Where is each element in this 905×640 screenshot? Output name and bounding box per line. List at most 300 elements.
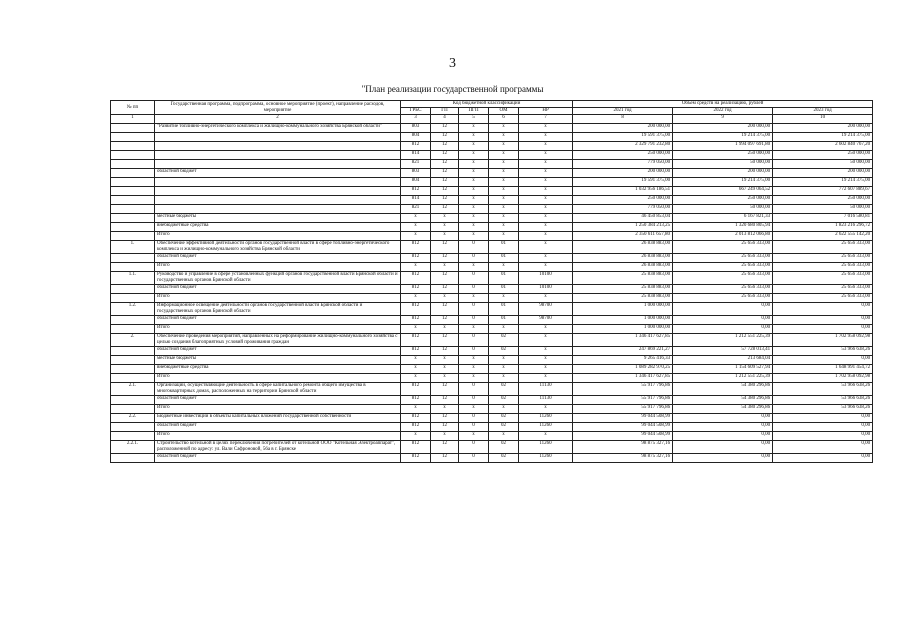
om-cell: 02 — [489, 396, 519, 405]
amount-2022: 25 656 333,00 — [673, 272, 773, 285]
amount-2021: 1 000 000,00 — [573, 316, 673, 325]
amount-2023: 19 214 375,00 — [773, 133, 873, 142]
grbs-cell: 812 — [401, 334, 431, 347]
gp-cell: х — [431, 214, 459, 223]
amount-2023: 0,00 — [773, 454, 873, 463]
gp-cell: х — [431, 405, 459, 414]
om-cell: 02 — [489, 454, 519, 463]
col-number: 2 — [155, 115, 401, 124]
row-name: областной бюджет — [155, 347, 401, 356]
om-cell: 02 — [489, 441, 519, 454]
amount-2023: 50 000,00 — [773, 205, 873, 214]
gp-cell: х — [431, 223, 459, 232]
nr-cell: 11260 — [519, 423, 573, 432]
amount-2022: 0,00 — [673, 423, 773, 432]
amount-2021: 25 838 883,00 — [573, 294, 673, 303]
row-number: 1.2. — [111, 303, 155, 316]
grbs-cell: 812 — [401, 187, 431, 196]
row-number — [111, 285, 155, 294]
om-cell: х — [489, 151, 519, 160]
row-number — [111, 151, 155, 160]
row-name: Бюджетные инвестиции в объекты капитальных вложений государственной собственности — [155, 414, 401, 423]
table-row — [111, 454, 873, 463]
row-number — [111, 356, 155, 365]
pgp-cell: 0 — [459, 316, 489, 325]
table-row — [111, 151, 873, 160]
amount-2022: 0,00 — [673, 454, 773, 463]
col-number: 9 — [673, 115, 773, 124]
col-number: 7 — [519, 115, 573, 124]
row-number: 2.2. — [111, 414, 155, 423]
grbs-cell: 814 — [401, 151, 431, 160]
gp-cell: 12 — [431, 441, 459, 454]
nr-cell: х — [519, 374, 573, 383]
grbs-cell: х — [401, 374, 431, 383]
amount-2021: 26 838 883,00 — [573, 241, 673, 254]
amount-2021: 1 346 417 627,85 — [573, 334, 673, 347]
row-number — [111, 214, 155, 223]
amount-2021: 19 591 375,00 — [573, 133, 673, 142]
nr-cell: х — [519, 196, 573, 205]
amount-2023: 53 966 638,26 — [773, 396, 873, 405]
header-om: ОМ — [489, 108, 519, 115]
gp-cell: 12 — [431, 383, 459, 396]
nr-cell: х — [519, 294, 573, 303]
amount-2023: 7 016 580,81 — [773, 214, 873, 223]
gp-cell: 12 — [431, 169, 459, 178]
gp-cell: 12 — [431, 316, 459, 325]
program-plan-table — [110, 100, 873, 463]
om-cell: 01 — [489, 285, 519, 294]
grbs-cell: 804 — [401, 133, 431, 142]
pgp-cell: х — [459, 432, 489, 441]
gp-cell: 12 — [431, 454, 459, 463]
grbs-cell: х — [401, 365, 431, 374]
grbs-cell: х — [401, 223, 431, 232]
row-number — [111, 178, 155, 187]
om-cell: х — [489, 232, 519, 241]
amount-2023: 200 000,00 — [773, 169, 873, 178]
nr-cell: х — [519, 365, 573, 374]
om-cell: х — [489, 356, 519, 365]
om-cell: х — [489, 294, 519, 303]
amount-2021: 25 838 883,00 — [573, 285, 673, 294]
row-number — [111, 196, 155, 205]
gp-cell: 12 — [431, 187, 459, 196]
amount-2023: 0,00 — [773, 414, 873, 423]
gp-cell: 12 — [431, 160, 459, 169]
amount-2022: 19 214 375,00 — [673, 178, 773, 187]
nr-cell: х — [519, 405, 573, 414]
col-number: 8 — [573, 115, 673, 124]
header-budget-code: Код бюджетной классификации — [401, 101, 573, 108]
table-row — [111, 124, 873, 133]
row-number: 1.1. — [111, 272, 155, 285]
amount-2022: 667 249 064,52 — [673, 187, 773, 196]
table-row — [111, 356, 873, 365]
amount-2023: 25 656 333,00 — [773, 241, 873, 254]
pgp-cell: х — [459, 133, 489, 142]
table-row — [111, 214, 873, 223]
om-cell: х — [489, 124, 519, 133]
grbs-cell: 812 — [401, 241, 431, 254]
amount-2023: 25 656 333,00 — [773, 263, 873, 272]
gp-cell: 12 — [431, 334, 459, 347]
table-row — [111, 272, 873, 285]
grbs-cell: х — [401, 294, 431, 303]
row-name: Итого — [155, 232, 401, 241]
pgp-cell: х — [459, 205, 489, 214]
amount-2022: 0,00 — [673, 432, 773, 441]
row-number — [111, 124, 155, 133]
nr-cell: 11130 — [519, 396, 573, 405]
amount-2023: 25 656 333,00 — [773, 294, 873, 303]
row-number — [111, 374, 155, 383]
grbs-cell: 803 — [401, 124, 431, 133]
amount-2021: 26 838 883,00 — [573, 254, 673, 263]
om-cell: 02 — [489, 423, 519, 432]
nr-cell: 11130 — [519, 383, 573, 396]
table-row — [111, 365, 873, 374]
gp-cell: 12 — [431, 241, 459, 254]
row-number — [111, 365, 155, 374]
grbs-cell: х — [401, 263, 431, 272]
row-name — [155, 178, 401, 187]
amount-2022: 1 154 609 527,94 — [673, 365, 773, 374]
grbs-cell: 804 — [401, 178, 431, 187]
table-row — [111, 432, 873, 441]
om-cell: 02 — [489, 334, 519, 347]
row-number: 2. — [111, 334, 155, 347]
nr-cell: х — [519, 169, 573, 178]
row-number — [111, 454, 155, 463]
amount-2022: 1 212 551 225,39 — [673, 374, 773, 383]
om-cell: х — [489, 325, 519, 334]
row-name — [155, 187, 401, 196]
col-number: 5 — [459, 115, 489, 124]
om-cell: х — [489, 365, 519, 374]
nr-cell: х — [519, 178, 573, 187]
pgp-cell: х — [459, 356, 489, 365]
amount-2021: 250 000,00 — [573, 151, 673, 160]
pgp-cell: х — [459, 151, 489, 160]
amount-2022: 50 000,00 — [673, 205, 773, 214]
table-row — [111, 316, 873, 325]
amount-2023: 25 656 333,00 — [773, 272, 873, 285]
amount-2023: 2 602 840 767,20 — [773, 142, 873, 151]
amount-2023: 25 656 333,00 — [773, 285, 873, 294]
nr-cell: х — [519, 241, 573, 254]
header-no: № пп — [111, 101, 155, 115]
amount-2023: 53 966 638,26 — [773, 347, 873, 356]
pgp-cell: х — [459, 142, 489, 151]
grbs-cell: 821 — [401, 160, 431, 169]
row-name: Итого — [155, 294, 401, 303]
table-row — [111, 241, 873, 254]
amount-2023: 1 648 991 454,72 — [773, 365, 873, 374]
pgp-cell: х — [459, 223, 489, 232]
gp-cell: 12 — [431, 151, 459, 160]
row-name: областной бюджет — [155, 169, 401, 178]
pgp-cell: х — [459, 325, 489, 334]
gp-cell: х — [431, 232, 459, 241]
gp-cell: 12 — [431, 423, 459, 432]
nr-cell: х — [519, 432, 573, 441]
pgp-cell: х — [459, 214, 489, 223]
amount-2023: 772 607 889,67 — [773, 187, 873, 196]
amount-2022: 25 656 333,00 — [673, 241, 773, 254]
table-row — [111, 169, 873, 178]
amount-2022: 0,00 — [673, 316, 773, 325]
amount-2023: 0,00 — [773, 432, 873, 441]
amount-2023: 53 966 638,26 — [773, 383, 873, 396]
row-number — [111, 142, 155, 151]
amount-2023: 0,00 — [773, 316, 873, 325]
grbs-cell: 812 — [401, 347, 431, 356]
row-name: областной бюджет — [155, 254, 401, 263]
pgp-cell: х — [459, 169, 489, 178]
amount-2022: 200 000,00 — [673, 124, 773, 133]
amount-2021: 55 917 796,86 — [573, 383, 673, 396]
row-name: Строительство котельной в целях переключения потребителей от котельной ООО "Котельная Электроаппарат", расположенной по адресу: ул. Вали Сафроновой, 56а в г. Брянске — [155, 441, 401, 454]
row-name — [155, 205, 401, 214]
amount-2021: 55 917 796,86 — [573, 405, 673, 414]
gp-cell: х — [431, 263, 459, 272]
pgp-cell: х — [459, 294, 489, 303]
gp-cell: х — [431, 432, 459, 441]
amount-2021: 1 000 000,00 — [573, 303, 673, 316]
row-name — [155, 133, 401, 142]
om-cell: 01 — [489, 241, 519, 254]
header-grbs: ГРБС — [401, 108, 431, 115]
col-number: 3 — [401, 115, 431, 124]
pgp-cell: 0 — [459, 303, 489, 316]
amount-2021: 46 450 853,04 — [573, 214, 673, 223]
grbs-cell: 812 — [401, 254, 431, 263]
row-name: Итого — [155, 374, 401, 383]
amount-2022: 250 000,00 — [673, 196, 773, 205]
row-name: внебюджетные средства — [155, 223, 401, 232]
om-cell: 01 — [489, 272, 519, 285]
pgp-cell: 0 — [459, 347, 489, 356]
grbs-cell: 814 — [401, 196, 431, 205]
table-row — [111, 303, 873, 316]
amount-2022: 6 167 821,33 — [673, 214, 773, 223]
page-number: 3 — [449, 56, 456, 71]
table-row — [111, 133, 873, 142]
amount-2021: 9 265 416,33 — [573, 356, 673, 365]
row-number: 2.2.1. — [111, 441, 155, 454]
amount-2023: 2 622 555 142,20 — [773, 232, 873, 241]
nr-cell: 10100 — [519, 272, 573, 285]
grbs-cell: 812 — [401, 142, 431, 151]
gp-cell: 12 — [431, 142, 459, 151]
pgp-cell: 0 — [459, 241, 489, 254]
amount-2021: 55 917 796,86 — [573, 396, 673, 405]
amount-2021: 25 838 883,00 — [573, 272, 673, 285]
header-year-2021: 2021 год — [573, 108, 673, 115]
document-title: "План реализации государственной программы — [361, 84, 544, 94]
table-row — [111, 347, 873, 356]
amount-2021: 1 250 384 213,25 — [573, 223, 673, 232]
gp-cell: х — [431, 374, 459, 383]
amount-2023: 0,00 — [773, 325, 873, 334]
table-row — [111, 325, 873, 334]
row-name: "Развитие топливно-энергетического комплекса и жилищно-коммунального хозяйства Брянской области" — [155, 124, 401, 133]
row-name: Итого — [155, 263, 401, 272]
nr-cell: х — [519, 151, 573, 160]
table-row — [111, 196, 873, 205]
amount-2022: 25 656 333,00 — [673, 263, 773, 272]
pgp-cell: х — [459, 232, 489, 241]
table-row — [111, 232, 873, 241]
grbs-cell: х — [401, 214, 431, 223]
table-row — [111, 285, 873, 294]
amount-2021: 200 000,00 — [573, 124, 673, 133]
pgp-cell: 0 — [459, 383, 489, 396]
amount-2022: 213 684,04 — [673, 356, 773, 365]
nr-cell: х — [519, 347, 573, 356]
om-cell: х — [489, 263, 519, 272]
header-funding: Объем средств на реализацию, рублей — [573, 101, 873, 108]
gp-cell: 12 — [431, 347, 459, 356]
amount-2023: 200 000,00 — [773, 124, 873, 133]
amount-2021: 26 838 883,00 — [573, 263, 673, 272]
amount-2022: 54 380 296,86 — [673, 383, 773, 396]
amount-2021: 1 032 956 186,51 — [573, 187, 673, 196]
gp-cell: 12 — [431, 303, 459, 316]
grbs-cell: х — [401, 432, 431, 441]
amount-2022: 54 380 296,86 — [673, 405, 773, 414]
gp-cell: 12 — [431, 254, 459, 263]
header-gp: ГП — [431, 108, 459, 115]
pgp-cell: х — [459, 187, 489, 196]
nr-cell: х — [519, 232, 573, 241]
amount-2022: 57 728 013,41 — [673, 347, 773, 356]
amount-2023: 250 000,00 — [773, 151, 873, 160]
amount-2022: 0,00 — [673, 325, 773, 334]
table-row — [111, 254, 873, 263]
nr-cell: х — [519, 356, 573, 365]
nr-cell: 98700 — [519, 303, 573, 316]
om-cell: х — [489, 178, 519, 187]
om-cell: х — [489, 432, 519, 441]
amount-2021: 19 591 375,00 — [573, 178, 673, 187]
row-number — [111, 160, 155, 169]
amount-2021: 1 000 000,00 — [573, 325, 673, 334]
om-cell: 02 — [489, 347, 519, 356]
om-cell: 01 — [489, 316, 519, 325]
nr-cell: х — [519, 223, 573, 232]
pgp-cell: 0 — [459, 334, 489, 347]
table-row — [111, 178, 873, 187]
table-body — [111, 115, 873, 463]
gp-cell: х — [431, 294, 459, 303]
table-row — [111, 263, 873, 272]
row-name: Обеспечение проведения мероприятий, направленных на реформирование жилищно-коммунального хозяйства с целью создания благоприятных условий проживания граждан — [155, 334, 401, 347]
amount-2022: 0,00 — [673, 414, 773, 423]
nr-cell: х — [519, 187, 573, 196]
row-number — [111, 232, 155, 241]
grbs-cell: х — [401, 232, 431, 241]
grbs-cell: х — [401, 325, 431, 334]
amount-2023: 1 702 958 092,98 — [773, 334, 873, 347]
row-name: Руководство и управление в сфере установленных функций органов государственной власти Брянской области и государственных органов Брянской области — [155, 272, 401, 285]
row-name — [155, 160, 401, 169]
row-name: Обеспечение эффективной деятельности органов государственной власти в сфере топливно-энергетического комплекса и жилищно-коммунального хозяйства Брянской области — [155, 241, 401, 254]
table-row — [111, 223, 873, 232]
pgp-cell: х — [459, 160, 489, 169]
table-row — [111, 205, 873, 214]
gp-cell: 12 — [431, 196, 459, 205]
pgp-cell: 0 — [459, 423, 489, 432]
nr-cell: х — [519, 263, 573, 272]
om-cell: х — [489, 160, 519, 169]
om-cell: 02 — [489, 414, 519, 423]
amount-2023: 1 702 958 092,98 — [773, 374, 873, 383]
pgp-cell: х — [459, 405, 489, 414]
table-row — [111, 334, 873, 347]
amount-2023: 0,00 — [773, 303, 873, 316]
amount-2022: 0,00 — [673, 303, 773, 316]
gp-cell: 12 — [431, 178, 459, 187]
nr-cell: 11260 — [519, 414, 573, 423]
amount-2021: 779 050,00 — [573, 205, 673, 214]
row-number — [111, 169, 155, 178]
pgp-cell: х — [459, 263, 489, 272]
gp-cell: х — [431, 356, 459, 365]
header-year-2023: 2023 год — [773, 108, 873, 115]
amount-2021: 2 350 611 657,80 — [573, 232, 673, 241]
amount-2021: 200 000,00 — [573, 169, 673, 178]
amount-2023: 1 823 216 296,72 — [773, 223, 873, 232]
nr-cell: х — [519, 133, 573, 142]
table-row — [111, 160, 873, 169]
pgp-cell: х — [459, 178, 489, 187]
amount-2021: 247 869 221,27 — [573, 347, 673, 356]
row-number: 1. — [111, 241, 155, 254]
row-name: областной бюджет — [155, 285, 401, 294]
row-number: 2.1. — [111, 383, 155, 396]
amount-2023: 25 656 333,00 — [773, 254, 873, 263]
gp-cell: х — [431, 365, 459, 374]
row-number — [111, 423, 155, 432]
grbs-cell: 812 — [401, 383, 431, 396]
om-cell: 02 — [489, 383, 519, 396]
om-cell: х — [489, 205, 519, 214]
row-number — [111, 432, 155, 441]
row-name: Итого — [155, 325, 401, 334]
grbs-cell: 812 — [401, 272, 431, 285]
nr-cell: 11260 — [519, 441, 573, 454]
nr-cell: х — [519, 334, 573, 347]
om-cell: х — [489, 196, 519, 205]
om-cell: х — [489, 133, 519, 142]
pgp-cell: х — [459, 365, 489, 374]
column-numbers-row — [111, 115, 873, 124]
row-number — [111, 133, 155, 142]
amount-2021: 1 346 417 627,85 — [573, 374, 673, 383]
om-cell: 01 — [489, 254, 519, 263]
pgp-cell: 0 — [459, 254, 489, 263]
pgp-cell: х — [459, 196, 489, 205]
row-number — [111, 325, 155, 334]
row-name — [155, 142, 401, 151]
row-number — [111, 347, 155, 356]
amount-2022: 0,00 — [673, 441, 773, 454]
amount-2022: 50 000,00 — [673, 160, 773, 169]
om-cell: 01 — [489, 303, 519, 316]
